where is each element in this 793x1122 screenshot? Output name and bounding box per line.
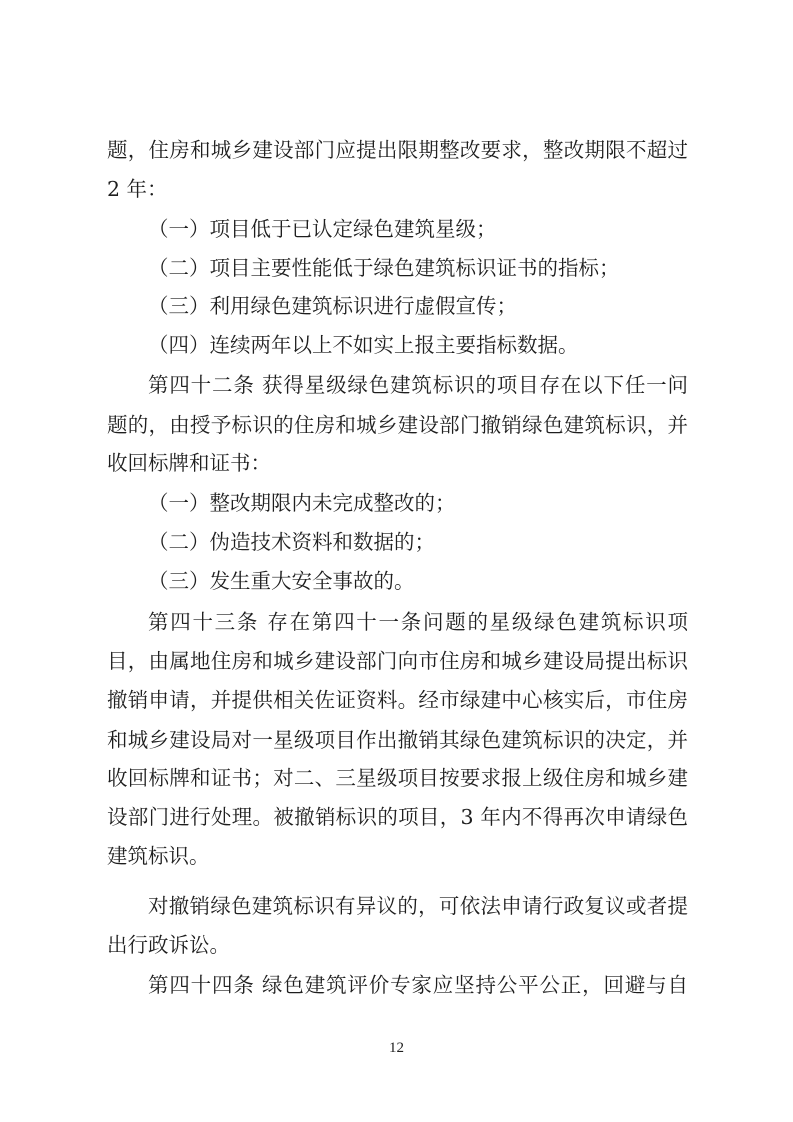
text-line: 2 年： (107, 177, 168, 201)
text-line: 设部门进行处理。被撤销标识的项目，3 年内不得再次申请绿色 (107, 805, 688, 829)
text-line: 撤销申请，并提供相关佐证资料。经市绿建中心核实后，市住房 (107, 688, 688, 712)
text-line: 目，由属地住房和城乡建设部门向市住房和城乡建设局提出标识 (107, 649, 688, 673)
article-heading-line: 第四十三条 存在第四十一条问题的星级绿色建筑标识项 (148, 610, 688, 634)
text-line: 题，住房和城乡建设部门应提出限期整改要求，整改期限不超过 (107, 138, 688, 162)
list-item: （二）项目主要性能低于绿色建筑标识证书的指标； (148, 256, 620, 280)
text-line: 出行政诉讼。 (107, 933, 230, 957)
text-line: 题的，由授予标识的住房和城乡建设部门撤销绿色建筑标识，并 (107, 413, 688, 437)
page-number: 12 (389, 1040, 404, 1056)
text-line: 收回标牌和证书： (107, 451, 271, 475)
text-line: 收回标牌和证书；对二、三星级项目按要求报上级住房和城乡建 (107, 766, 688, 790)
list-item: （三）利用绿色建筑标识进行虚假宣传； (148, 294, 517, 318)
article-heading-line: 第四十四条 绿色建筑评价专家应坚持公平公正，回避与自 (148, 973, 688, 997)
text-line: 建筑标识。 (107, 844, 210, 868)
text-line: 和城乡建设局对一星级项目作出撤销其绿色建筑标识的决定，并 (107, 728, 688, 752)
text-line: 对撤销绿色建筑标识有异议的，可依法申请行政复议或者提 (148, 894, 688, 918)
article-heading-line: 第四十二条 获得星级绿色建筑标识的项目存在以下任一问 (148, 373, 688, 397)
list-item: （二）伪造技术资料和数据的； (148, 530, 435, 554)
list-item: （三）发生重大安全事故的。 (148, 569, 415, 593)
list-item: （一）项目低于已认定绿色建筑星级； (148, 217, 497, 241)
list-item: （四）连续两年以上不如实上报主要指标数据。 (148, 333, 579, 357)
list-item: （一）整改期限内未完成整改的； (148, 491, 456, 515)
